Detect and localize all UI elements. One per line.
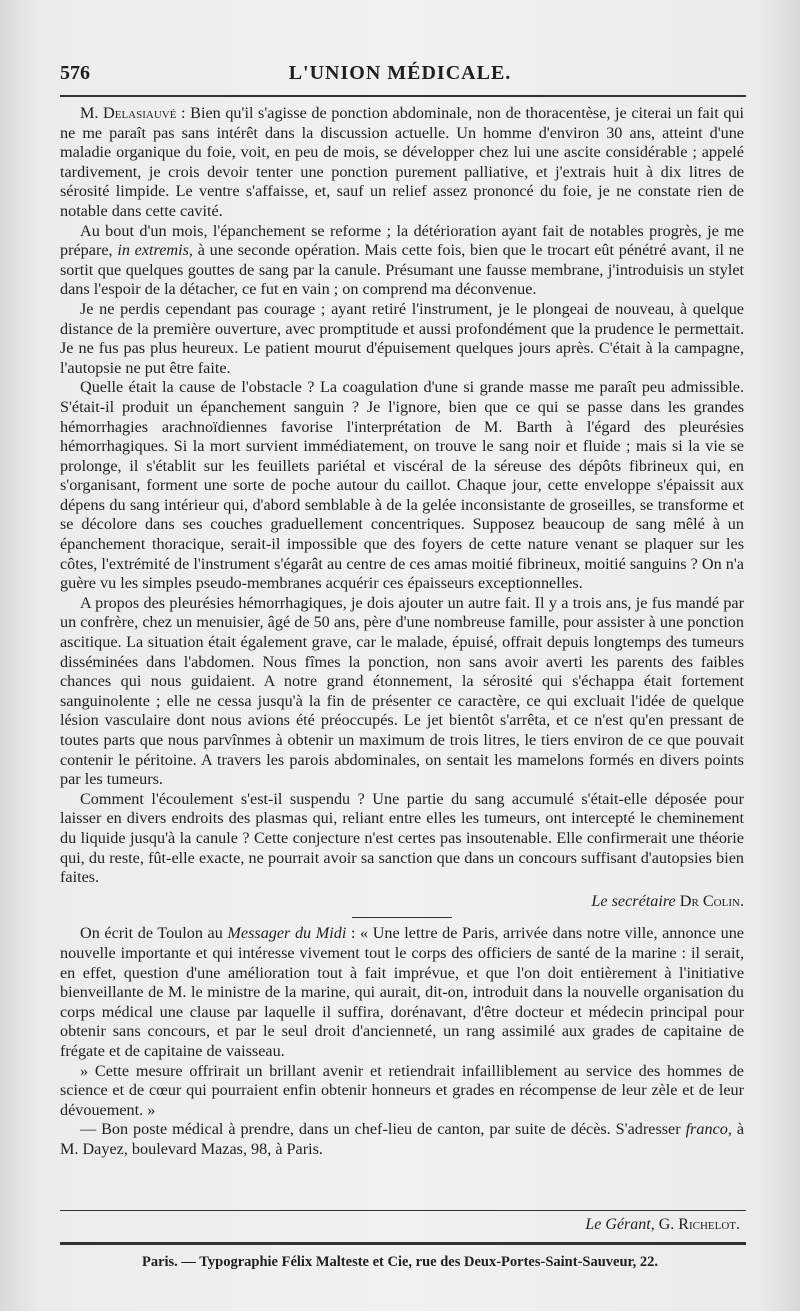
newspaper-title: Messager du Midi [227, 924, 347, 943]
news-text: , à M. Dayez, boulevard Mazas, 98, à Paris. [60, 1120, 744, 1158]
latin-phrase: in extremis [117, 241, 189, 260]
news-item [60, 1120, 744, 1159]
gerant-name: G. Richelot. [658, 1216, 740, 1233]
gerant-signature [60, 1216, 740, 1234]
emphasis: franco [685, 1120, 728, 1139]
gerant-role: Le Gérant, [585, 1216, 655, 1233]
page-number: 576 [60, 62, 90, 84]
imprint-rule [60, 1242, 746, 1245]
page-header [60, 58, 740, 88]
paragraph-text: Bien qu'il s'agisse de ponction abdominale, non de thoracentèse, je citerai un fait qui ne me paraît pas sans intérêt dans la discussion actuelle. Un homme d'environ 30 ans, atteint d'une maladie organique du foie, voit, en peu de mois, se développer chez lui une ascite considérable ; appelé tardivement, je crois devoir tenter une ponction purement palliative, et j'extrais huit à dix litres de sérosité limpide. Le ventre s'affaisse, et, sauf un relief assez prononcé du foie, je ne constate rien de notable dans cette cavité. [60, 104, 745, 220]
paragraph: Quelle était la cause de l'obstacle ? La coagulation d'une si grande masse me paraît peu admissible. S'était-il produit un épanchement sanguin ? Je l'ignore, bien que ce qui se passe dans les grandes hémorrhagies arachnoïdiennes favorise l'interprétation de M. Barth à l'égard des pleurésies hémorrhagiques. Si la mort survient immédiatement, on trouve le sang noir et fluide ; mais si la vie se prolonge, il s'établit sur les feuillets pariétal et viscéral de la séreuse des dépôts fibrineux qui, en s'organisant, forment une sorte de poche autour du caillot. Chaque jour, cette enveloppe s'épaissit aux dépens du sang intérieur qui, d'abord semblable à de la gelée inconsistante de groseilles, se transforme et se décolore dans ses couches graduellement concentriques. Supposez beaucoup de sang mêlé à un épanchement thoracique, serait-il impossible que des foyers de cette nature venant se plaquer sur les côtes, l'extrémité de l'instrument s'égarât au centre de ces amas moitié fibrineux, moitié sanguins ? On n'a guère vu les simples pseudo-membranes acquérir ces épaisseurs exceptionnelles. [60, 378, 744, 593]
printer-imprint: Paris. — Typographie Félix Malteste et Cie, rue des Deux-Portes-Saint-Sauveur, 22. [141, 1254, 659, 1270]
paragraph [60, 222, 744, 300]
paragraph-text: Au bout d'un mois, l'épanchement se reforme ; la détérioration ayant fait de notables progrès, je me prépare, [60, 221, 744, 260]
news-text: On écrit de Toulon au [80, 924, 228, 943]
secretary-signature [60, 892, 744, 912]
paragraph [60, 104, 744, 222]
signature-name: Dr Colin. [679, 891, 744, 910]
running-head: L'UNION MÉDICALE. [288, 62, 512, 84]
news-text: : « Une lettre de Paris, arrivée dans notre ville, annonce une nouvelle importante et qui intéresse vivement tout le corps des officiers de santé de la marine : il serait, en effet, question d'une amélioration tout à fait imprévue, et que l'on doit entièrement à l'initiative bienveillante de M. le ministre de la marine, qui aurait, dit-on, introduit dans la nouvelle organisation du corps médical une clause par laquelle il suffira, dorénavant, d'être docteur et médecin principal pour obtenir sans concours, et par le seul droit d'ancienneté, un rang assimilé aux grades de capitaine de frégate et de capitaine de vaisseau. [60, 924, 744, 1060]
paragraph: Je ne perdis cependant pas courage ; ayant retiré l'instrument, je le plongeai de nouveau, à quelque distance de la première ouverture, avec promptitude et aussi profondément que la prudence le permettait. Je ne fus pas plus heureux. Le patient mourut d'épuisement quelques jours après. C'était à la campagne, l'autopsie ne put être faite. [60, 299, 744, 377]
news-item [60, 924, 744, 1061]
section-separator [352, 917, 452, 918]
signature-role: Le secrétaire [591, 891, 676, 910]
paragraph: Comment l'écoulement s'est-il suspendu ? Une partie du sang accumulé s'était-elle déposée pour laisser en divers endroits des plasmas qui, reliant entre elles les tumeurs, ont intercepté le cheminement du liquide jusqu'à la canule ? Cette conjecture n'est certes pas insoutenable. Elle confirmerait une théorie qui, du reste, fût-elle exacte, ne pourrait avoir sa sanction que dans un concours suffisant d'autopsies bien faites. [60, 789, 744, 887]
news-item: » Cette mesure offrirait un brillant avenir et retiendrait infailliblement au service des hommes de science et de cœur qui pourraient enfin obtenir honneurs et grades en récompense de leur zèle et de leur dévouement. » [60, 1061, 744, 1119]
paragraph: A propos des pleurésies hémorrhagiques, je dois ajouter un autre fait. Il y a trois ans, je fus mandé par un confrère, chez un menuisier, âgé de 50 ans, père d'une nombreuse famille, pour assister à une ponction ascitique. La situation était également grave, car le malade, épuisé, offrait depuis longtemps des tumeurs disséminées dans l'abdomen. Nous fîmes la ponction, non sans avoir averti les parents des faibles chances qui nous guidaient. A notre grand étonnement, la sérosité qui s'échappa était fortement sanguinolente ; elle ne cessa jusqu'à la fin de présenter ce caractère, ce qui excluait l'idée de quelque lésion vasculaire dont nous avions été préoccupés. Le jet bientôt s'arrêta, et ce n'est qu'en pressant de toutes parts que nous parvînmes à obtenir un maximum de trois litres, le tiers environ de ce que pouvait contenir le péritoine. A travers les parois abdominales, on sentait les mamelons formés en divers points par les tumeurs. [60, 593, 744, 789]
paragraph-text: , à une seconde opération. Mais cette fois, bien que le trocart eût pénétré avant, il ne sortit que quelques gouttes de sang par la canule. Présumant une fausse membrane, j'introduisis un stylet dans l'espoir de la détacher, ce fut en vain ; on comprend ma déconvenue. [60, 241, 744, 299]
speaker-name: M. Delasiauvé : [80, 104, 186, 122]
footer-rule [60, 1210, 746, 1211]
header-rule [60, 95, 746, 97]
news-text: — Bon poste médical à prendre, dans un chef-lieu de canton, par suite de décès. S'adresser [80, 1120, 686, 1139]
article-body [60, 104, 744, 1159]
